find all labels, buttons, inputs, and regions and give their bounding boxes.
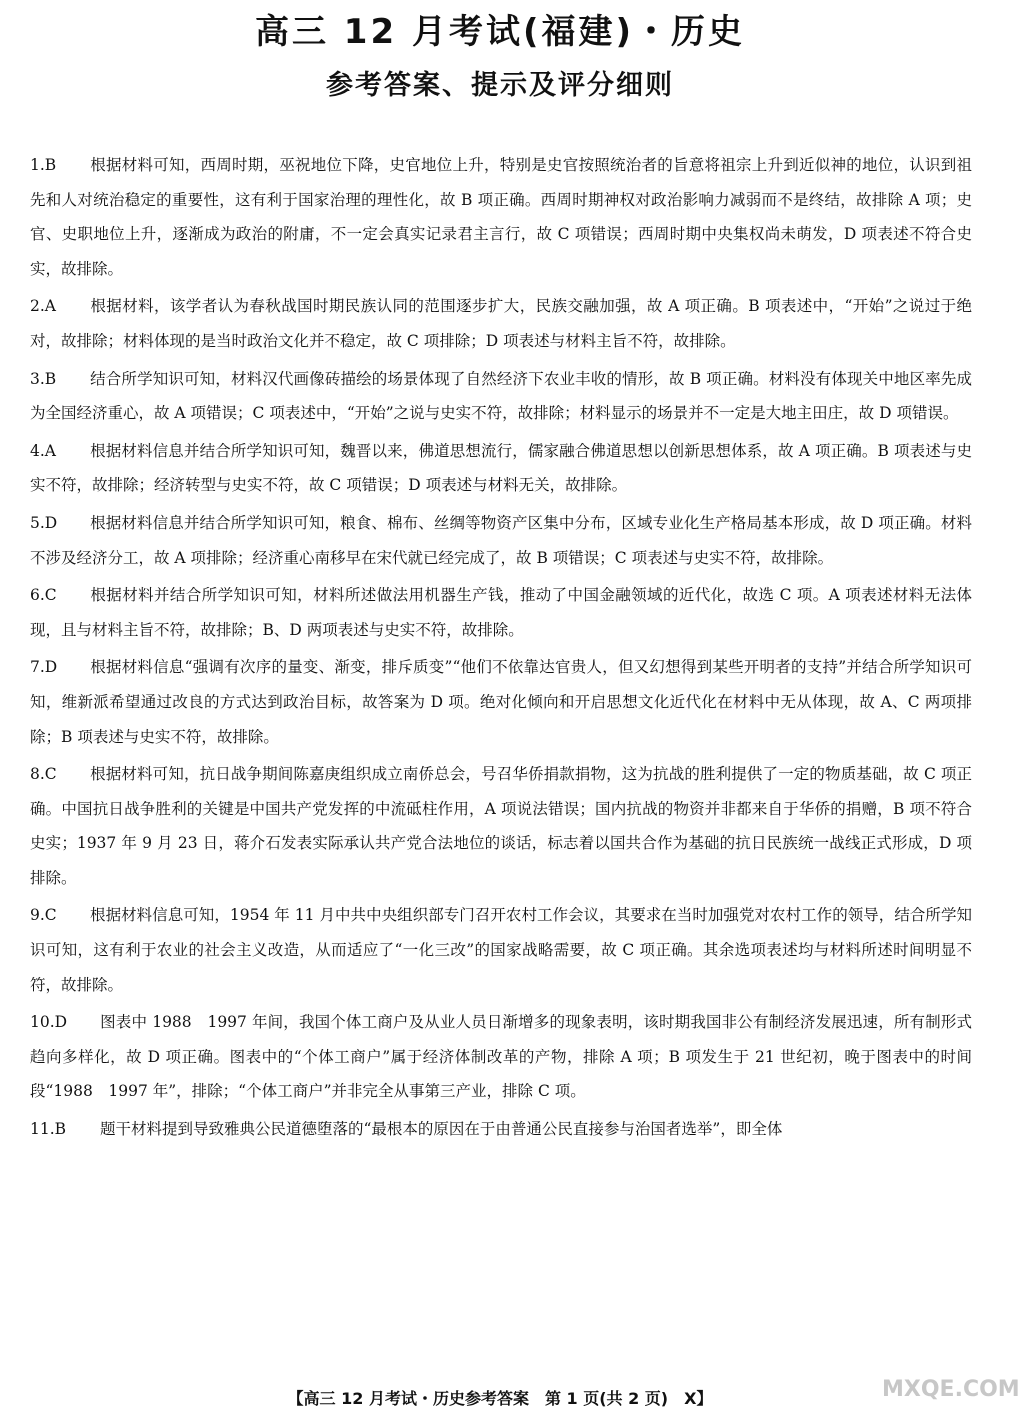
answer-item-11	[30, 1112, 972, 1147]
answer-list	[30, 148, 972, 1150]
answer-number: 5.D	[30, 513, 58, 532]
answer-text: 结合所学知识可知，材料汉代画像砖描绘的场景体现了自然经济下农业丰收的情形，故 B 项正确。材料没有体现关中地区率先成为全国经济重心，故 A 项错误；C 项表述中，“开始”之说与史实不符，故排除；材料显示的场景并不一定是大地主田庄，故 D 项错误。	[30, 369, 972, 423]
answer-text: 题干材料提到导致雅典公民道德堕落的“最根本的原因在于由普通公民直接参与治国者选举”，即全体	[100, 1120, 783, 1139]
page-subtitle: 参考答案、提示及评分细则	[326, 70, 674, 101]
answer-number: 8.C	[30, 765, 57, 784]
corner-watermark: MXQE.COM	[882, 1377, 1020, 1402]
answer-number: 3.B	[30, 369, 57, 388]
answer-number: 1.B	[30, 156, 57, 174]
page-title: 高三 12 月考试(福建)・历史	[254, 12, 746, 52]
answer-number: 7.D	[30, 658, 58, 677]
answer-item-9	[30, 898, 972, 1002]
answer-text: 根据材料可知，西周时期，巫祝地位下降，史官地位上升，特别是史官按照统治者的旨意将祖宗上升到近似神的地位，认识到祖先和人对统治稳定的重要性，这有利于国家治理的理性化，故 B 项正确。西周时期神权对政治影响力减弱而不是终结，故排除 A 项；史官、史职地位上升，逐渐成为政治的附庸，不一定会真实记录君主言行，故 C 项错误；西周时期中央集权尚未萌发，D 项表述不符合史实，故排除。	[30, 156, 972, 278]
answer-item-5	[30, 506, 972, 575]
answer-item-1	[30, 148, 972, 286]
answer-text: 根据材料，该学者认为春秋战国时期民族认同的范围逐步扩大，民族交融加强，故 A 项正确。B 项表述中，“开始”之说过于绝对，故排除；材料体现的是当时政治文化并不稳定，故 C 项排除；D 项表述与材料主旨不符，故排除。	[30, 297, 972, 350]
answer-item-10	[30, 1005, 972, 1109]
answer-item-6	[30, 578, 972, 647]
answer-text: 根据材料信息并结合所学知识可知，魏晋以来，佛道思想流行，儒家融合佛道思想以创新思想体系，故 A 项正确。B 项表述与史实不符，故排除；经济转型与史实不符，故 C 项错误；D 项表述与材料无关，故排除。	[30, 441, 972, 495]
answer-item-8	[30, 757, 972, 895]
answer-text: 根据材料信息“强调有次序的量变、渐变，排斥质变”“他们不依靠达官贵人，但又幻想得到某些开明者的支持”并结合所学知识可知，维新派希望通过改良的方式达到政治目标，故答案为 D 项。绝对化倾向和开启思想文化近代化在材料中无从体现，故 A、C 两项排除；B 项表述与史实不符，故排除。	[30, 658, 972, 746]
answer-number: 10.D	[30, 1013, 68, 1032]
page-footer: 【高三 12 月考试・历史参考答案 第 1 页(共 2 页) X】	[287, 1389, 713, 1408]
answer-number: 6.C	[30, 586, 57, 605]
answer-number: 2.A	[30, 297, 56, 316]
answer-item-7	[30, 650, 972, 754]
answer-text: 根据材料信息并结合所学知识可知，粮食、棉布、丝绸等物资产区集中分布，区域专业化生产格局基本形成，故 D 项正确。材料不涉及经济分工，故 A 项排除；经济重心南移早在宋代就已经完成了，故 B 项错误；C 项表述与史实不符，故排除。	[30, 513, 972, 567]
answer-item-4	[30, 434, 972, 503]
answer-number: 9.C	[30, 906, 57, 925]
answer-item-3	[30, 362, 972, 431]
answer-text: 根据材料可知，抗日战争期间陈嘉庚组织成立南侨总会，号召华侨捐款捐物，这为抗战的胜利提供了一定的物质基础，故 C 项正确。中国抗日战争胜利的关键是中国共产党发挥的中流砥柱作用，A 项说法错误；国内抗战的物资并非都来自于华侨的捐赠，B 项不符合史实；1937 年 9 月 23 日，蒋介石发表实际承认共产党合法地位的谈话，标志着以国共合作为基础的抗日民族统一战线正式形成，D 项排除。	[30, 765, 972, 887]
answer-item-2	[30, 289, 972, 358]
answer-text: 图表中 1988 1997 年间，我国个体工商户及从业人员日渐增多的现象表明，该时期我国非公有制经济发展迅速，所有制形式趋向多样化，故 D 项正确。图表中的“个体工商户”属于经济体制改革的产物，排除 A 项；B 项发生于 21 世纪初，晚于图表中的时间段“1988 1997 年”，排除；“个体工商户”并非完全从事第三产业，排除 C 项。	[30, 1013, 972, 1101]
answer-number: 4.A	[30, 441, 56, 460]
answer-text: 根据材料信息可知，1954 年 11 月中共中央组织部专门召开农村工作会议，其要求在当时加强党对农村工作的领导，结合所学知识可知，这有利于农业的社会主义改造，从而适应了“一化三改”的国家战略需要，故 C 项正确。其余选项表述均与材料所述时间明显不符，故排除。	[30, 906, 972, 994]
answer-text: 根据材料并结合所学知识可知，材料所述做法用机器生产钱，推动了中国金融领域的近代化，故选 C 项。A 项表述材料无法体现，且与材料主旨不符，故排除；B、D 两项表述与史实不符，故排除。	[30, 586, 972, 639]
answer-number: 11.B	[30, 1120, 67, 1139]
